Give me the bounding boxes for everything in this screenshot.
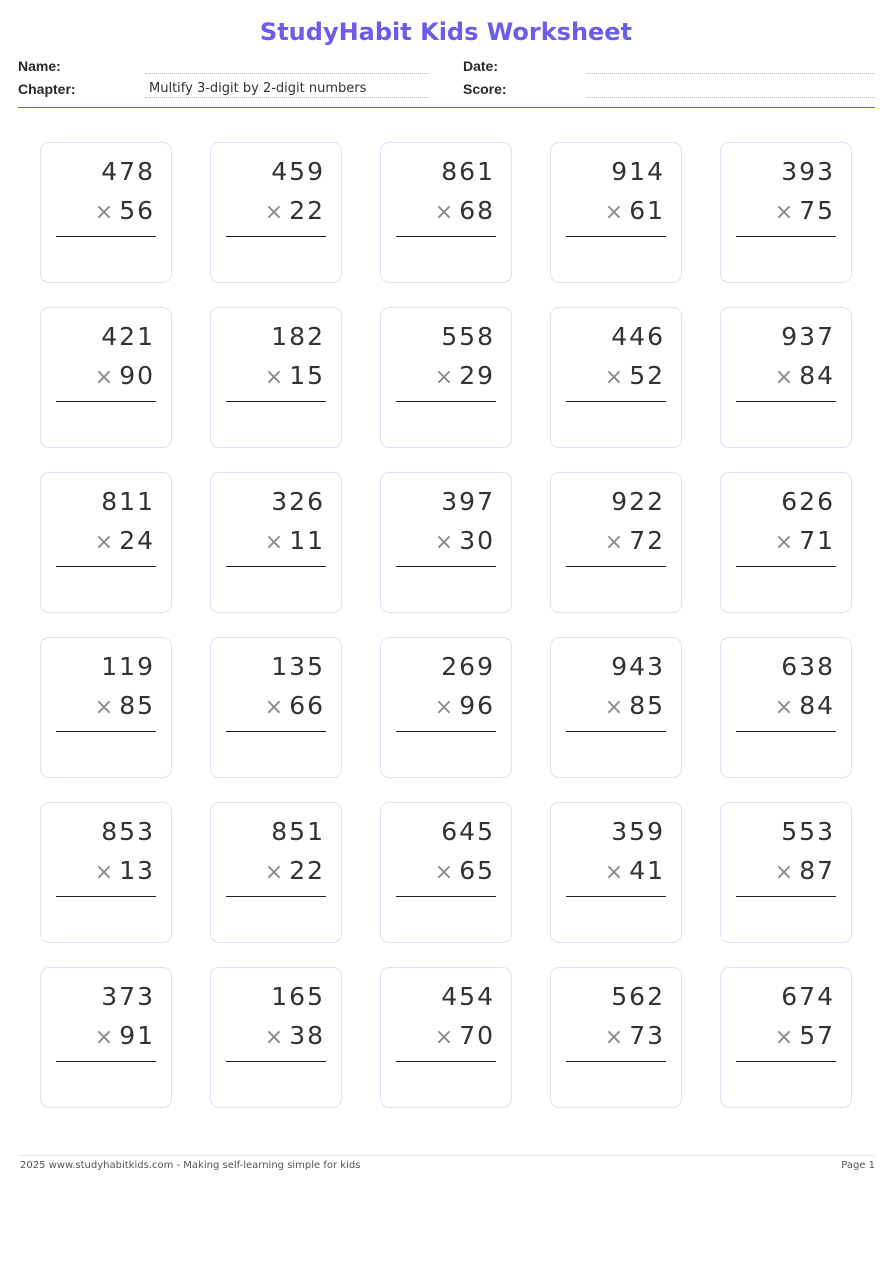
- multiplier: 38: [289, 1021, 325, 1050]
- answer-line: [566, 731, 666, 732]
- answer-line: [226, 1061, 326, 1062]
- multiplier-row: [605, 691, 665, 720]
- multiplicand: 135: [271, 652, 325, 681]
- multiplier-row: [265, 1021, 325, 1050]
- multiply-sign: ×: [434, 695, 454, 720]
- multiplier-row: [605, 361, 665, 390]
- multiply-sign: ×: [264, 530, 284, 555]
- multiplier: 90: [119, 361, 155, 390]
- problem-card: [210, 142, 342, 283]
- multiplicand: 359: [611, 817, 665, 846]
- multiplicand: 937: [781, 322, 835, 351]
- multiplier: 66: [289, 691, 325, 720]
- multiplier: 57: [799, 1021, 835, 1050]
- answer-line: [56, 1061, 156, 1062]
- problem-card: [40, 472, 172, 613]
- footer-text: 2025 www.studyhabitkids.com - Making self-learning simple for kids: [20, 1160, 361, 1171]
- multiply-sign: ×: [434, 1025, 454, 1050]
- multiplier-row: [265, 526, 325, 555]
- problem-card: [720, 142, 852, 283]
- problem-card: [550, 802, 682, 943]
- multiply-sign: ×: [604, 860, 624, 885]
- multiplier-row: [95, 361, 155, 390]
- multiplier: 70: [459, 1021, 495, 1050]
- chapter-label: Chapter:: [18, 81, 76, 97]
- multiplicand: 269: [441, 652, 495, 681]
- worksheet-title: StudyHabit Kids Worksheet: [259, 18, 633, 46]
- answer-line: [736, 236, 836, 237]
- score-label: Score:: [463, 81, 507, 97]
- multiply-sign: ×: [774, 200, 794, 225]
- problem-card: [40, 637, 172, 778]
- multiplicand: 421: [101, 322, 155, 351]
- multiplicand: 326: [271, 487, 325, 516]
- chapter-value: Multify 3-digit by 2-digit numbers: [149, 81, 367, 96]
- multiplicand: 638: [781, 652, 835, 681]
- problem-card: [380, 142, 512, 283]
- multiply-sign: ×: [604, 695, 624, 720]
- problem-card: [380, 967, 512, 1108]
- problem-card: [380, 472, 512, 613]
- multiplier-row: [435, 526, 495, 555]
- problem-card: [40, 142, 172, 283]
- multiplier: 72: [629, 526, 665, 555]
- multiplier: 52: [629, 361, 665, 390]
- header-divider: [18, 107, 875, 108]
- multiplicand: 119: [101, 652, 155, 681]
- multiplier-row: [265, 196, 325, 225]
- multiply-sign: ×: [434, 530, 454, 555]
- problem-card: [210, 802, 342, 943]
- name-label: Name:: [18, 58, 61, 74]
- answer-line: [736, 731, 836, 732]
- page-number: Page 1: [841, 1160, 875, 1171]
- multiplicand: 478: [101, 157, 155, 186]
- multiplicand: 811: [101, 487, 155, 516]
- multiplier: 75: [799, 196, 835, 225]
- answer-line: [56, 401, 156, 402]
- multiplicand: 674: [781, 982, 835, 1011]
- multiply-sign: ×: [264, 365, 284, 390]
- multiplicand: 626: [781, 487, 835, 516]
- problem-card: [720, 307, 852, 448]
- multiply-sign: ×: [94, 860, 114, 885]
- multiply-sign: ×: [264, 860, 284, 885]
- multiply-sign: ×: [774, 695, 794, 720]
- multiplicand: 393: [781, 157, 835, 186]
- multiplier: 61: [629, 196, 665, 225]
- problem-card: [210, 967, 342, 1108]
- multiplier-row: [265, 691, 325, 720]
- multiplier-row: [435, 856, 495, 885]
- multiplier: 29: [459, 361, 495, 390]
- multiplier: 85: [629, 691, 665, 720]
- problem-card: [550, 307, 682, 448]
- score-field[interactable]: [587, 97, 875, 98]
- problem-card: [380, 307, 512, 448]
- multiplier-row: [265, 856, 325, 885]
- answer-line: [396, 566, 496, 567]
- multiplier-row: [95, 526, 155, 555]
- multiplicand: 165: [271, 982, 325, 1011]
- problem-card: [380, 802, 512, 943]
- answer-line: [736, 1061, 836, 1062]
- multiplier: 22: [289, 196, 325, 225]
- multiply-sign: ×: [264, 1025, 284, 1050]
- problem-card: [210, 637, 342, 778]
- problem-card: [40, 307, 172, 448]
- multiplicand: 454: [441, 982, 495, 1011]
- multiplier: 41: [629, 856, 665, 885]
- multiplier: 68: [459, 196, 495, 225]
- multiplier: 11: [289, 526, 325, 555]
- answer-line: [56, 566, 156, 567]
- multiplier: 56: [119, 196, 155, 225]
- multiplier: 84: [799, 361, 835, 390]
- multiplier-row: [775, 691, 835, 720]
- multiplier-row: [265, 361, 325, 390]
- multiply-sign: ×: [434, 860, 454, 885]
- multiply-sign: ×: [604, 365, 624, 390]
- multiplier-row: [605, 526, 665, 555]
- multiplicand: 446: [611, 322, 665, 351]
- multiplier-row: [605, 856, 665, 885]
- date-field[interactable]: [587, 73, 875, 74]
- multiplier-row: [605, 196, 665, 225]
- answer-line: [396, 1061, 496, 1062]
- multiply-sign: ×: [774, 530, 794, 555]
- answer-line: [226, 896, 326, 897]
- multiplier: 84: [799, 691, 835, 720]
- problem-card: [40, 802, 172, 943]
- multiply-sign: ×: [774, 1025, 794, 1050]
- multiplier: 85: [119, 691, 155, 720]
- answer-line: [566, 896, 666, 897]
- multiplier: 71: [799, 526, 835, 555]
- multiplier: 15: [289, 361, 325, 390]
- multiplier: 91: [119, 1021, 155, 1050]
- multiply-sign: ×: [434, 365, 454, 390]
- name-field[interactable]: [145, 73, 429, 74]
- multiply-sign: ×: [774, 365, 794, 390]
- multiplier-row: [775, 1021, 835, 1050]
- multiplicand: 397: [441, 487, 495, 516]
- problem-card: [380, 637, 512, 778]
- multiplier-row: [95, 856, 155, 885]
- multiply-sign: ×: [94, 365, 114, 390]
- problem-card: [550, 967, 682, 1108]
- answer-line: [396, 401, 496, 402]
- multiply-sign: ×: [94, 200, 114, 225]
- chapter-field: [145, 97, 429, 98]
- problem-card: [40, 967, 172, 1108]
- multiplier-row: [435, 1021, 495, 1050]
- multiplicand: 853: [101, 817, 155, 846]
- multiplicand: 182: [271, 322, 325, 351]
- multiplicand: 922: [611, 487, 665, 516]
- answer-line: [396, 236, 496, 237]
- problem-card: [720, 802, 852, 943]
- answer-line: [56, 896, 156, 897]
- answer-line: [226, 236, 326, 237]
- multiply-sign: ×: [604, 1025, 624, 1050]
- answer-line: [226, 401, 326, 402]
- problem-card: [720, 967, 852, 1108]
- multiplier-row: [775, 361, 835, 390]
- multiplier-row: [775, 856, 835, 885]
- multiply-sign: ×: [604, 200, 624, 225]
- multiplicand: 943: [611, 652, 665, 681]
- multiplier-row: [435, 361, 495, 390]
- multiplier: 30: [459, 526, 495, 555]
- problem-card: [210, 472, 342, 613]
- multiply-sign: ×: [94, 695, 114, 720]
- answer-line: [56, 236, 156, 237]
- multiply-sign: ×: [434, 200, 454, 225]
- problem-card: [550, 142, 682, 283]
- multiply-sign: ×: [264, 695, 284, 720]
- problem-card: [210, 307, 342, 448]
- multiplicand: 558: [441, 322, 495, 351]
- answer-line: [226, 566, 326, 567]
- multiplier: 24: [119, 526, 155, 555]
- multiplicand: 459: [271, 157, 325, 186]
- multiplicand: 562: [611, 982, 665, 1011]
- multiplier-row: [435, 691, 495, 720]
- multiplicand: 861: [441, 157, 495, 186]
- multiplier-row: [95, 691, 155, 720]
- multiplicand: 851: [271, 817, 325, 846]
- multiply-sign: ×: [94, 1025, 114, 1050]
- multiplier-row: [95, 1021, 155, 1050]
- answer-line: [566, 401, 666, 402]
- problem-card: [550, 472, 682, 613]
- multiplier-row: [95, 196, 155, 225]
- answer-line: [396, 731, 496, 732]
- multiplier-row: [775, 526, 835, 555]
- problem-card: [720, 472, 852, 613]
- multiply-sign: ×: [604, 530, 624, 555]
- multiplicand: 914: [611, 157, 665, 186]
- answer-line: [566, 1061, 666, 1062]
- multiplicand: 553: [781, 817, 835, 846]
- multiplier: 65: [459, 856, 495, 885]
- answer-line: [56, 731, 156, 732]
- answer-line: [566, 236, 666, 237]
- multiplier-row: [605, 1021, 665, 1050]
- answer-line: [226, 731, 326, 732]
- multiplier: 22: [289, 856, 325, 885]
- problem-card: [550, 637, 682, 778]
- answer-line: [736, 401, 836, 402]
- footer-divider: [18, 1155, 875, 1156]
- multiplier: 73: [629, 1021, 665, 1050]
- answer-line: [566, 566, 666, 567]
- multiply-sign: ×: [264, 200, 284, 225]
- multiplicand: 645: [441, 817, 495, 846]
- multiplier-row: [775, 196, 835, 225]
- multiply-sign: ×: [94, 530, 114, 555]
- problem-card: [720, 637, 852, 778]
- answer-line: [736, 896, 836, 897]
- multiplier: 13: [119, 856, 155, 885]
- problem-grid: [40, 142, 852, 1108]
- multiply-sign: ×: [774, 860, 794, 885]
- multiplier: 87: [799, 856, 835, 885]
- multiplicand: 373: [101, 982, 155, 1011]
- date-label: Date:: [463, 58, 499, 74]
- multiplier: 96: [459, 691, 495, 720]
- answer-line: [396, 896, 496, 897]
- multiplier-row: [435, 196, 495, 225]
- answer-line: [736, 566, 836, 567]
